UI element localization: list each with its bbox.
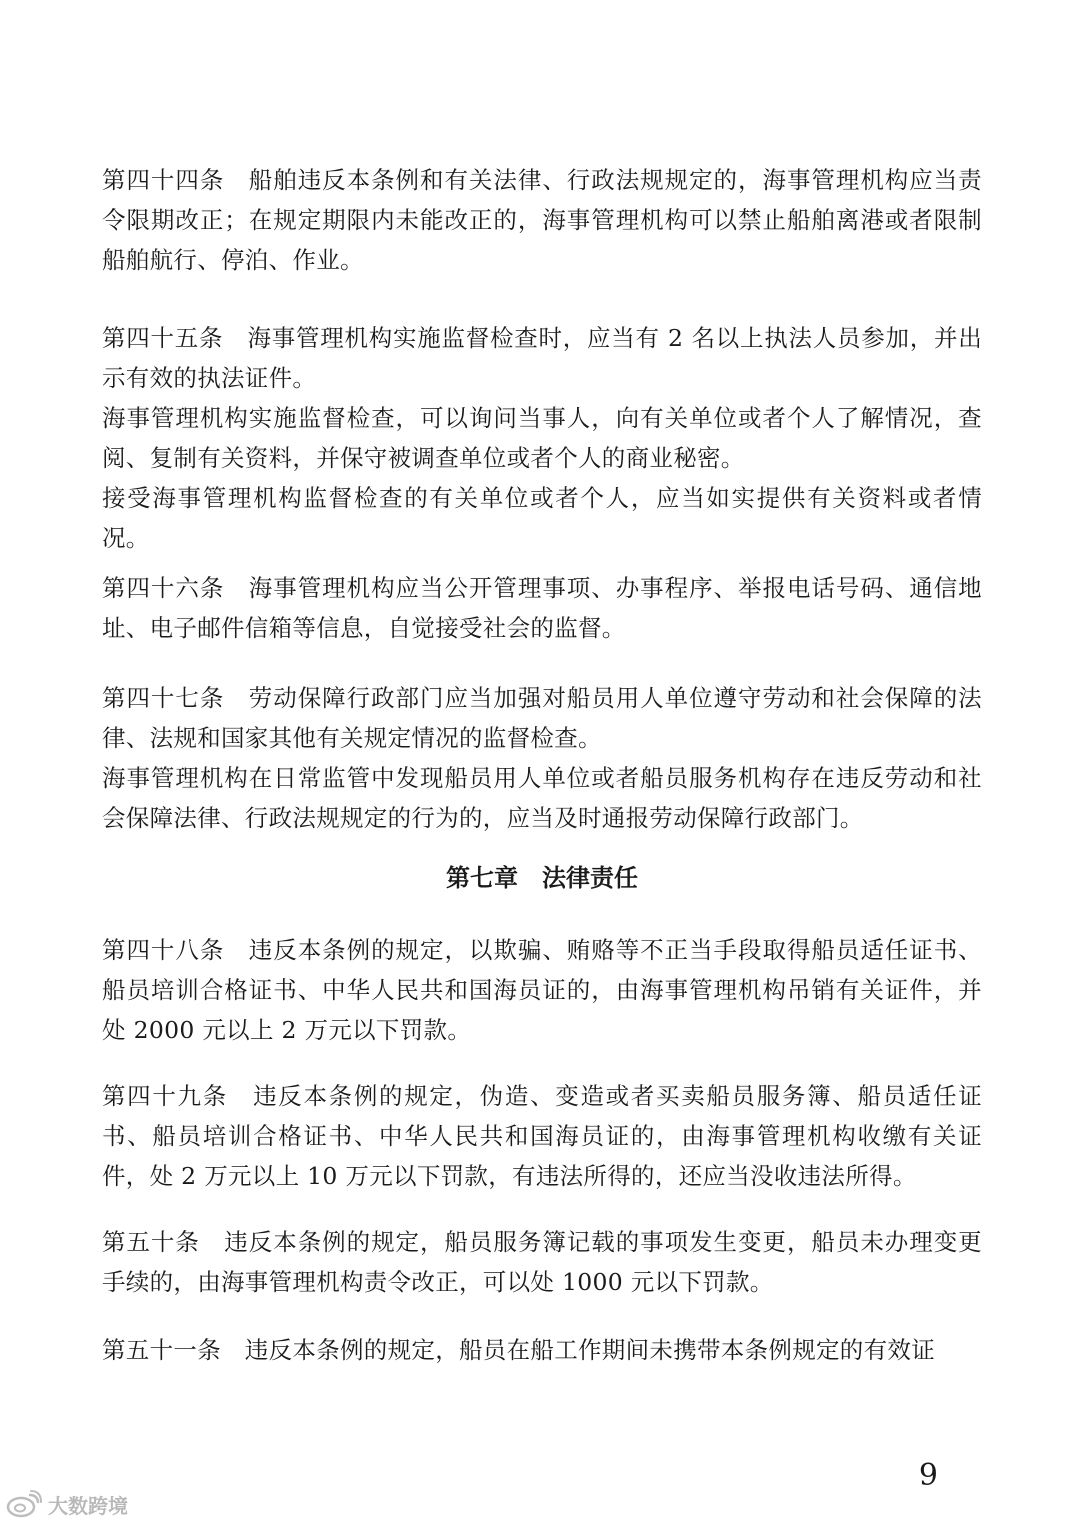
article-paragraph: 第四十九条 违反本条例的规定，伪造、变造或者买卖船员服务簿、船员适任证书、船员培训合格证书、中华人民共和国海员证的，由海事管理机构收缴有关证件，处 2 万元以上 10 万元以下罚款，有违法所得的，还应当没收违法所得。 bbox=[102, 1082, 982, 1190]
article-47 bbox=[102, 678, 982, 838]
article-paragraph: 第五十条 违反本条例的规定，船员服务簿记载的事项发生变更，船员未办理变更手续的，由海事管理机构责令改正，可以处 1000 元以下罚款。 bbox=[102, 1228, 982, 1296]
article-46 bbox=[102, 568, 982, 648]
article-50 bbox=[102, 1222, 982, 1302]
article-45 bbox=[102, 318, 982, 558]
article-paragraph: 第四十五条 海事管理机构实施监督检查时，应当有 2 名以上执法人员参加，并出示有效的执法证件。 bbox=[102, 324, 982, 392]
article-49 bbox=[102, 1076, 982, 1196]
article-48 bbox=[102, 930, 982, 1050]
chapter-title: 第七章 法律责任 bbox=[446, 863, 638, 892]
article-paragraph: 海事管理机构实施监督检查，可以询问当事人，向有关单位或者个人了解情况，查阅、复制有关资料，并保守被调查单位或者个人的商业秘密。 bbox=[102, 404, 982, 472]
watermark bbox=[6, 1488, 128, 1520]
article-44 bbox=[102, 160, 982, 280]
article-51 bbox=[102, 1330, 982, 1370]
article-paragraph: 第五十一条 违反本条例的规定，船员在船工作期间未携带本条例规定的有效证 bbox=[102, 1336, 935, 1364]
article-paragraph: 第四十六条 海事管理机构应当公开管理事项、办事程序、举报电话号码、通信地址、电子邮件信箱等信息，自觉接受社会的监督。 bbox=[102, 574, 982, 642]
article-paragraph: 接受海事管理机构监督检查的有关单位或者个人，应当如实提供有关资料或者情况。 bbox=[102, 484, 982, 552]
article-paragraph: 海事管理机构在日常监管中发现船员用人单位或者船员服务机构存在违反劳动和社会保障法律、行政法规规定的行为的，应当及时通报劳动保障行政部门。 bbox=[102, 764, 982, 832]
page-number: 9 bbox=[918, 1458, 938, 1493]
article-paragraph: 第四十四条 船舶违反本条例和有关法律、行政法规规定的，海事管理机构应当责令限期改正；在规定期限内未能改正的，海事管理机构可以禁止船舶离港或者限制船舶航行、停泊、作业。 bbox=[102, 166, 982, 274]
weibo-logo-icon bbox=[6, 1490, 42, 1518]
article-paragraph: 第四十八条 违反本条例的规定，以欺骗、贿赂等不正当手段取得船员适任证书、船员培训合格证书、中华人民共和国海员证的，由海事管理机构吊销有关证件，并处 2000 元以上 2 万元以下罚款。 bbox=[102, 936, 982, 1044]
article-paragraph: 第四十七条 劳动保障行政部门应当加强对船员用人单位遵守劳动和社会保障的法律、法规和国家其他有关规定情况的监督检查。 bbox=[102, 684, 982, 752]
watermark-text: 大数跨境 bbox=[48, 1493, 128, 1518]
